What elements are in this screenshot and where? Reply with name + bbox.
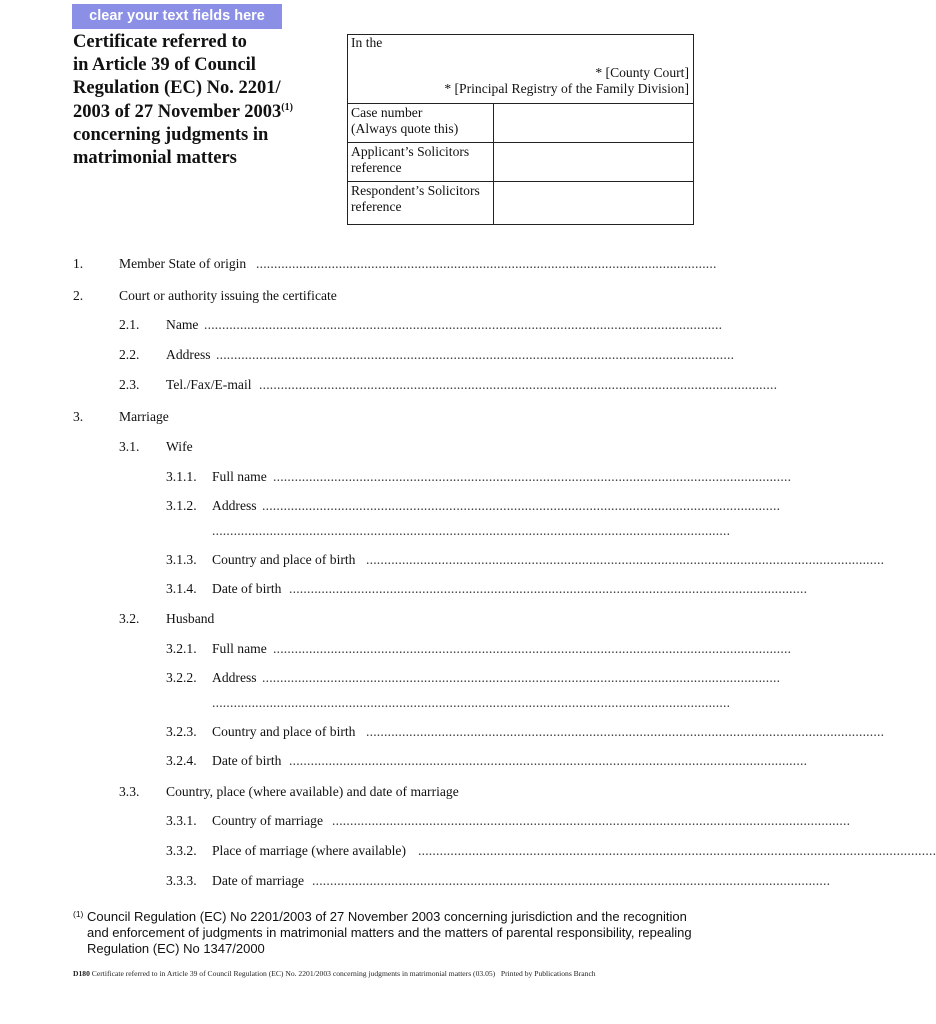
- footnote: [73, 909, 698, 957]
- husband-birth-date-field[interactable]: ................................................................................................................................................: [289, 753, 808, 768]
- respondent-reference-label: Respondent’s Solicitors reference: [348, 182, 494, 225]
- husband-birthplace-field[interactable]: ................................................................................................................................................: [366, 724, 885, 739]
- husband-address-field[interactable]: ................................................................................................................................................: [262, 670, 781, 685]
- wife-address-field-2[interactable]: ................................................................................................................................................: [212, 523, 731, 538]
- date-of-marriage-field[interactable]: ................................................................................................................................................: [312, 873, 831, 888]
- title-line: matrimonial matters: [73, 148, 237, 169]
- footer-description: Certificate referred to in Article 39 of Council Regulation (EC) No. 2201/2003 concerning judgments in matrimonial matters (03.05): [91, 969, 496, 978]
- clear-fields-button[interactable]: clear your text fields here: [72, 4, 282, 29]
- wife-full-name-field[interactable]: ................................................................................................................................................: [273, 469, 792, 484]
- court-name-field[interactable]: ................................................................................................................................................: [204, 317, 723, 332]
- court-address-field[interactable]: ................................................................................................................................................: [216, 347, 735, 362]
- wife-address-field[interactable]: ................................................................................................................................................: [262, 498, 781, 513]
- title-line: in Article 39 of Council: [73, 55, 256, 76]
- court-cell[interactable]: [348, 35, 694, 104]
- wife-birthplace-field[interactable]: ................................................................................................................................................: [366, 552, 885, 567]
- respondent-reference-field[interactable]: [494, 182, 694, 225]
- county-court-option: * [County Court]: [595, 65, 689, 80]
- footnote-reference: (1): [281, 101, 293, 113]
- court-contact-field[interactable]: ................................................................................................................................................: [259, 377, 778, 392]
- case-number-label: Case number (Always quote this): [348, 104, 494, 143]
- member-state-field[interactable]: ................................................................................................................................: [256, 256, 717, 271]
- in-the-label: In the: [351, 35, 383, 50]
- form-footer: [73, 969, 698, 979]
- title-line: Regulation (EC) No. 2201/: [73, 78, 281, 99]
- footnote-text: Council Regulation (EC) No 2201/2003 of 27 November 2003 concerning jurisdiction and the recognition and enforcement of judgments in matrimonial matters and the matters of parental responsibility, repealing Regulation (EC) No 1347/2000: [87, 909, 692, 956]
- country-of-marriage-field[interactable]: ................................................................................................................................................: [332, 813, 851, 828]
- footnote-mark: (1): [73, 909, 84, 919]
- court-reference-box: [347, 34, 694, 225]
- case-number-field[interactable]: [494, 104, 694, 143]
- printer-credit: Printed by Publications Branch: [500, 969, 596, 978]
- form-title: [73, 31, 343, 170]
- applicant-reference-field[interactable]: [494, 143, 694, 182]
- place-of-marriage-field[interactable]: ................................................................................................................................................: [418, 843, 936, 858]
- title-line: Certificate referred to: [73, 32, 247, 52]
- husband-address-field-2[interactable]: ................................................................................................................................................: [212, 695, 731, 710]
- principal-registry-option: * [Principal Registry of the Family Division]: [444, 81, 689, 96]
- husband-full-name-field[interactable]: ................................................................................................................................................: [273, 641, 792, 656]
- wife-birth-date-field[interactable]: ................................................................................................................................................: [289, 581, 808, 596]
- form-code: D180: [73, 969, 90, 978]
- title-line: 2003 of 27 November 2003: [73, 101, 282, 122]
- applicant-reference-label: Applicant’s Solicitors reference: [348, 143, 494, 182]
- title-line: concerning judgments in: [73, 124, 269, 145]
